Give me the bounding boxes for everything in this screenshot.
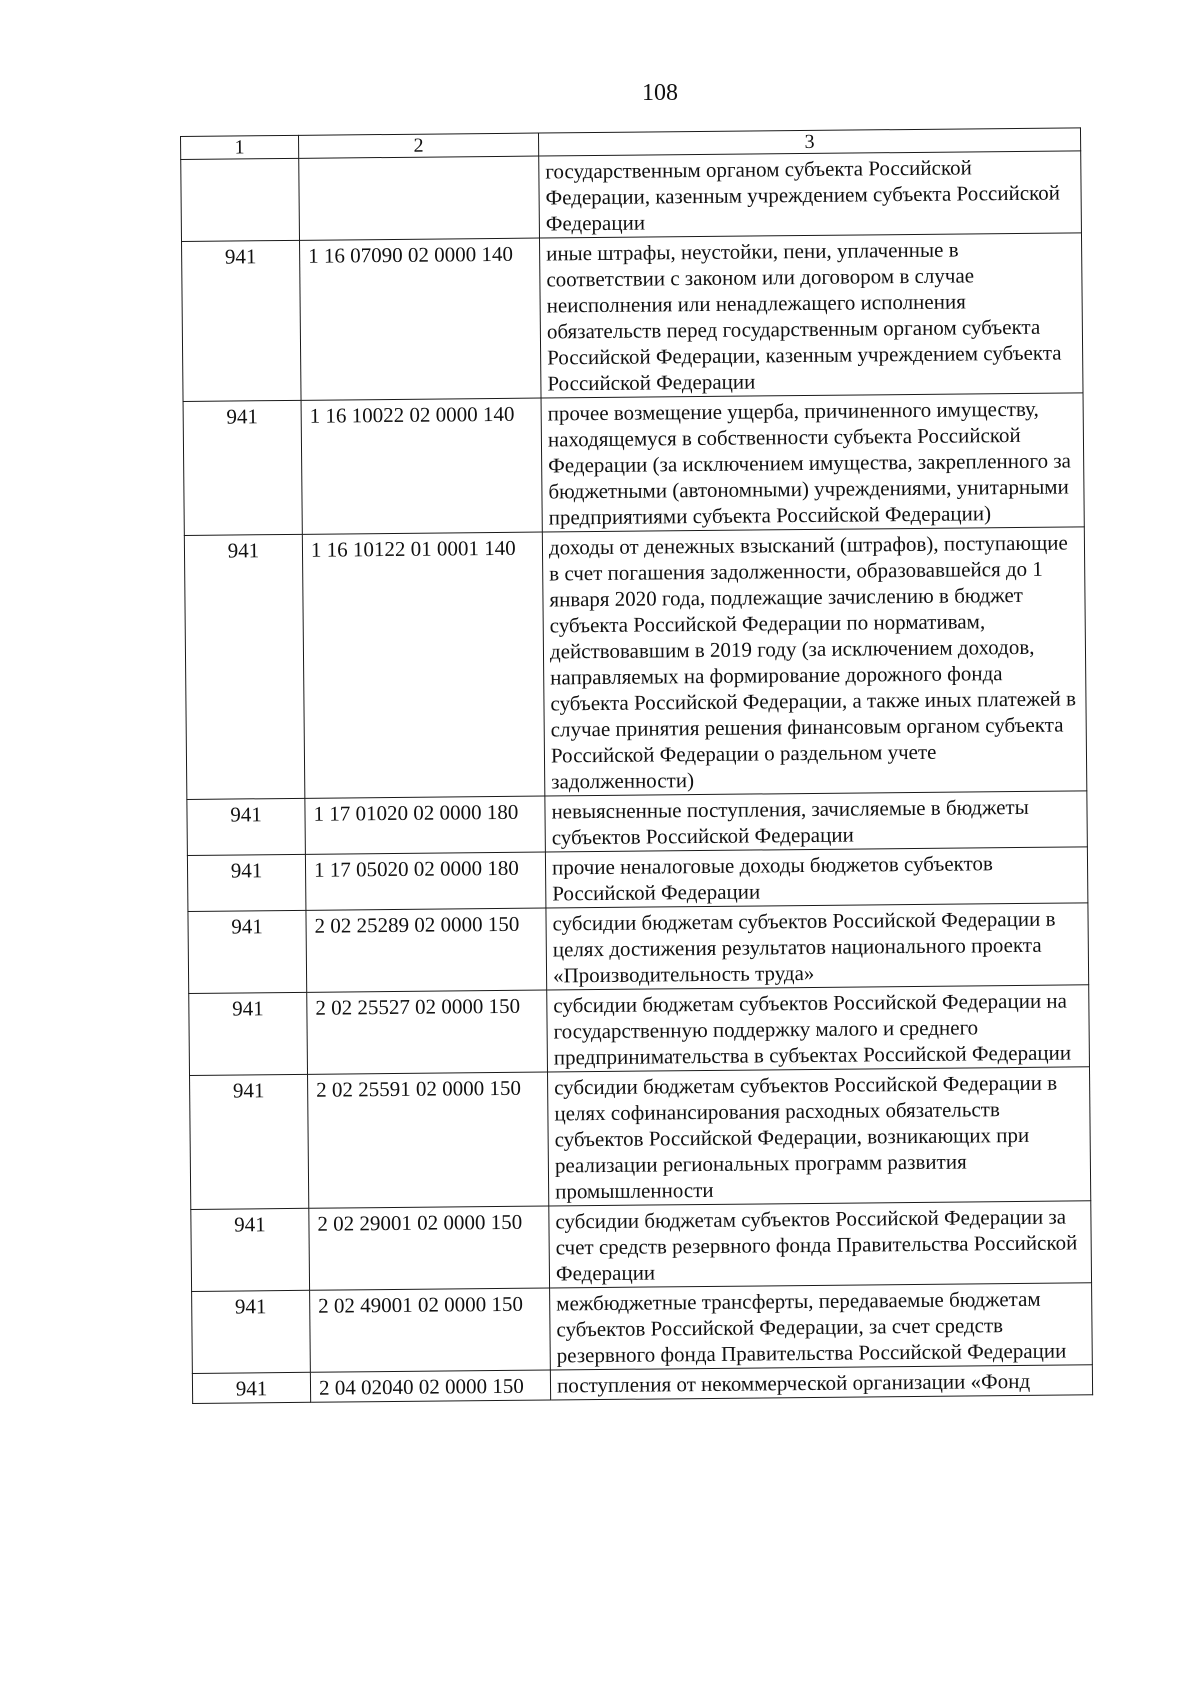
page-number: 108 — [642, 80, 678, 106]
column-header-code: 2 — [298, 133, 538, 158]
owner-cell: 941 — [188, 910, 307, 993]
code-cell: 1 17 05020 02 0000 180 — [305, 852, 546, 910]
description-cell: невыясненные поступления, зачисляемые в бюджеты субъектов Российской Федерации — [545, 791, 1088, 852]
code-cell: 2 02 25591 02 0000 150 — [308, 1072, 549, 1208]
description-cell: субсидии бюджетам субъектов Российской Федерации в целях софинансирования расходных обязательств субъектов Российской Федерации, возникающих при реализации региональных программ развития промышленности — [548, 1067, 1091, 1206]
code-cell: 2 02 49001 02 0000 150 — [310, 1288, 551, 1372]
owner-cell — [181, 158, 300, 241]
description-cell: иные штрафы, неустойки, пени, уплаченные в соответствии с законом или договором в случае неисполнения или ненадлежащего исполнения обязательств перед государственным органом субъекта Российской Федерации, казенным учреждением субъекта Российской Федерации — [539, 233, 1083, 398]
table-row — [188, 903, 1089, 994]
description-cell: поступления от некоммерческой организации «Фонд — [550, 1365, 1092, 1400]
owner-cell: 941 — [183, 400, 302, 535]
code-cell: 1 17 01020 02 0000 180 — [305, 796, 546, 854]
description-cell: доходы от денежных взысканий (штрафов), поступающие в счет погашения задолженности, образовавшейся до 1 января 2020 года, подлежащие зачислению в бюджет субъекта Российской Федерации по нормативам, действовавшим в 2019 году (за исключением доходов, направляемых на формирование дорожного фонда субъекта Российской Федерации, а также иных платежей в случае принятия решения финансовым органом субъекта Российской Федерации о раздельном учете задолженности) — [542, 527, 1087, 796]
column-header-owner: 1 — [181, 135, 299, 159]
table-row — [190, 1067, 1091, 1210]
description-cell: межбюджетные трансферты, передаваемые бюджетам субъектов Российской Федерации, за счет средств резервного фонда Правительства Российской Федерации — [550, 1283, 1093, 1370]
column-header-description: 3 — [538, 128, 1080, 156]
owner-cell: 941 — [187, 798, 306, 855]
code-cell: 2 02 29001 02 0000 150 — [309, 1206, 550, 1290]
code-cell: 2 02 25289 02 0000 150 — [306, 908, 547, 992]
description-cell: субсидии бюджетам субъектов Российской Федерации за счет средств резервного фонда Правительства Российской Федерации — [549, 1201, 1092, 1288]
code-cell: 1 16 10022 02 0000 140 — [301, 398, 542, 534]
owner-cell: 941 — [192, 1372, 310, 1403]
table-row — [184, 527, 1086, 800]
code-cell: 1 16 10122 01 0001 140 — [302, 532, 545, 798]
table-row — [183, 393, 1084, 536]
table-row — [181, 151, 1082, 242]
table-row — [187, 847, 1087, 912]
code-cell: 2 04 02040 02 0000 150 — [310, 1370, 550, 1402]
description-cell: прочее возмещение ущерба, причиненного имуществу, находящемуся в собственности субъекта Российской Федерации (за исключением имущества, закрепленного за бюджетными (автономными) учреждениями, унитарными предприятиями субъекта Российской Федерации) — [541, 393, 1084, 532]
description-cell: прочие неналоговые доходы бюджетов субъектов Российской Федерации — [545, 847, 1088, 908]
description-cell: субсидии бюджетам субъектов Российской Федерации в целях достижения результатов национального проекта «Производительность труда» — [546, 903, 1089, 990]
owner-cell: 941 — [182, 240, 302, 401]
owner-cell: 941 — [184, 534, 305, 799]
description-cell: государственным органом субъекта Российской Федерации, казенным учреждением субъекта Российской Федерации — [539, 151, 1082, 238]
description-cell: субсидии бюджетам субъектов Российской Федерации на государственную поддержку малого и среднего предпринимательства в субъектах Российской Федерации — [547, 985, 1090, 1072]
table-row — [192, 1283, 1093, 1374]
owner-cell: 941 — [190, 1074, 309, 1209]
owner-cell: 941 — [192, 1290, 311, 1373]
code-cell: 1 16 07090 02 0000 140 — [300, 238, 542, 400]
code-cell: 2 02 25527 02 0000 150 — [307, 990, 548, 1074]
table-row — [189, 985, 1090, 1076]
owner-cell: 941 — [189, 992, 308, 1075]
owner-cell: 941 — [187, 854, 306, 911]
table-row — [187, 791, 1087, 856]
table-row — [182, 233, 1083, 402]
revenue-codes-table — [180, 127, 1093, 1404]
owner-cell: 941 — [191, 1208, 310, 1291]
code-cell — [299, 156, 540, 240]
table-row — [191, 1201, 1092, 1292]
